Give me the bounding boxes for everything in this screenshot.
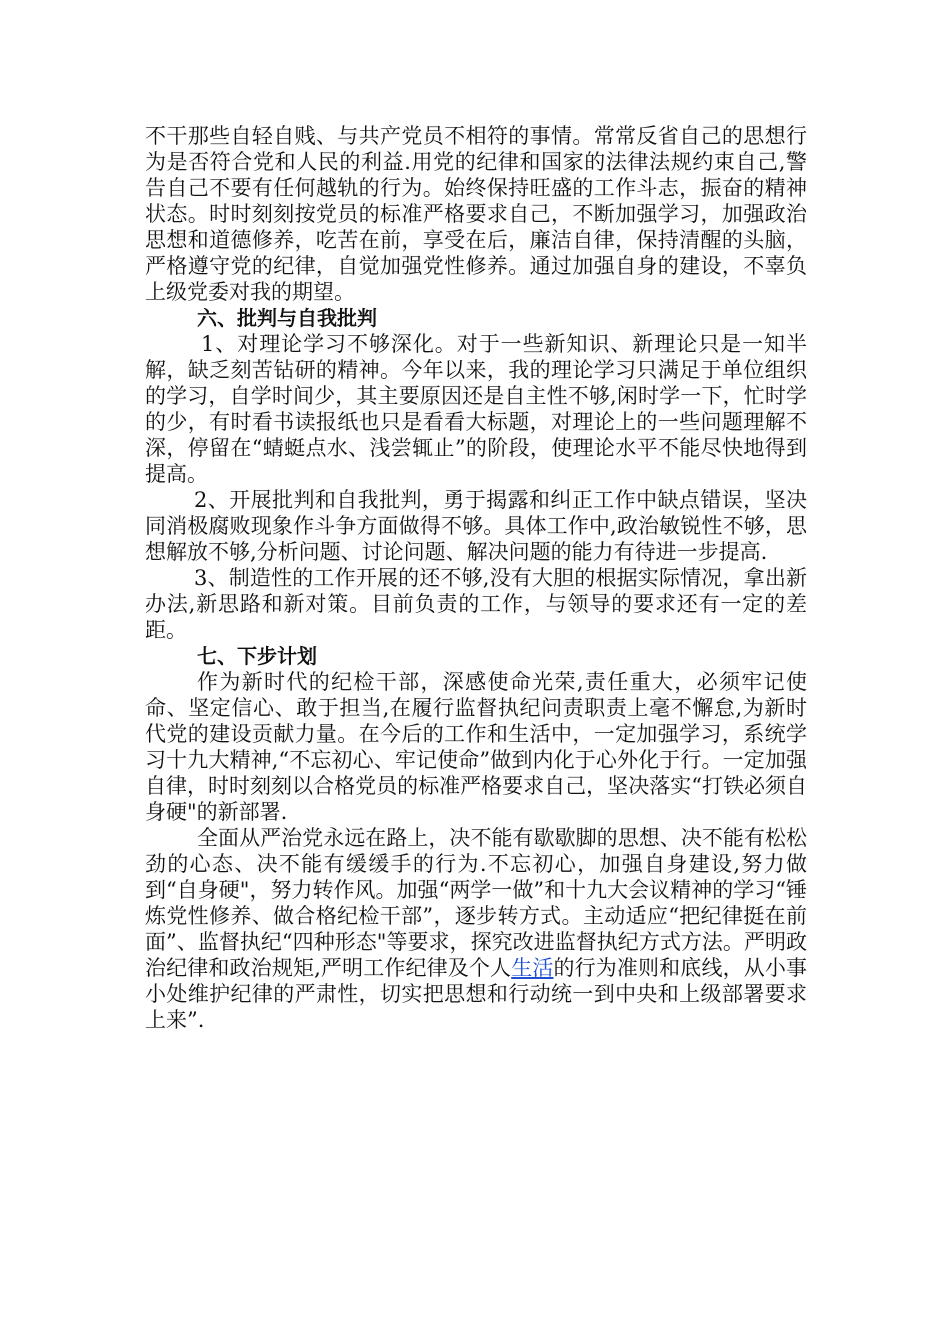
section-6-item-2: 2、开展批判和自我批判，勇于揭露和纠正工作中缺点错误，坚决同消极腐败现象作斗争方面做得不够。具体工作中,政治敏锐性不够，思想解放不够,分析问题、讨论问题、解决问题的能力有待进一步提高. xyxy=(145,488,807,564)
document-body xyxy=(145,123,807,1033)
section-6-item-1: 1、对理论学习不够深化。对于一些新知识、新理论只是一知半解，缺乏刻苦钻研的精神。今年以来，我的理论学习只满足于单位组织的学习，自学时间少，其主要原因还是自主性不够,闲时学一下，忙时学的少，有时看书读报纸也只是看看大标题，对理论上的一些问题理解不深，停留在“蜻蜓点水、浅尝辄止”的阶段，使理论水平不能尽快地得到提高。 xyxy=(145,332,807,486)
section-6-heading: 六、批判与自我批判 xyxy=(197,306,377,330)
section-7-paragraph-2-text-b: 的行为准则和底线，从小事小处维护纪律的严肃性，切实把思想和行动统一到中央和上级部署要求上来”. xyxy=(145,956,807,1032)
section-7-paragraph-2-text-a: 全面从严治党永远在路上，决不能有歇歇脚的思想、决不能有松松劲的心态、决不能有缓缓手的行为.不忘初心，加强自身建设,努力做到“自身硬"，努力转作风。加强“两学一做”和十九大会议精神的学习“锤炼党性修养、做合格纪检干部”，逐步转方式。主动适应“把纪律挺在前面”、监督执纪“四种形态"等要求，探究改进监督执纪方式方法。严明政治纪律和政治规矩,严明工作纪律及个人 xyxy=(145,826,807,980)
section-7-paragraph-1: 作为新时代的纪检干部，深感使命光荣,责任重大，必须牢记使命、坚定信心、敢于担当,在履行监督执纪问责职责上毫不懈怠,为新时代党的建设贡献力量。在今后的工作和生活中，一定加强学习，系统学习十九大精神,“不忘初心、牢记使命”做到内化于心外化于行。一定加强自律，时时刻刻以合格党员的标准严格要求自己，坚决落实“打铁必须自身硬"的新部署. xyxy=(145,670,807,824)
section-7-heading: 七、下步计划 xyxy=(197,644,317,668)
section-6-item-3: 3、制造性的工作开展的还不够,没有大胆的根据实际情况，拿出新办法,新思路和新对策。目前负责的工作，与领导的要求还有一定的差距。 xyxy=(145,566,807,642)
section-7-paragraph-2 xyxy=(145,825,807,1033)
life-link[interactable]: 生活 xyxy=(511,956,554,980)
intro-paragraph: 不干那些自轻自贱、与共产党员不相符的事情。常常反省自己的思想行为是否符合党和人民的利益.用党的纪律和国家的法律法规约束自己,警告自己不要有任何越轨的行为。始终保持旺盛的工作斗志，振奋的精神状态。时时刻刻按党员的标准严格要求自己，不断加强学习，加强政治思想和道德修养，吃苦在前，享受在后，廉洁自律，保持清醒的头脑，严格遵守党的纪律，自觉加强党性修养。通过加强自身的建设，不辜负上级党委对我的期望。 xyxy=(145,124,807,304)
